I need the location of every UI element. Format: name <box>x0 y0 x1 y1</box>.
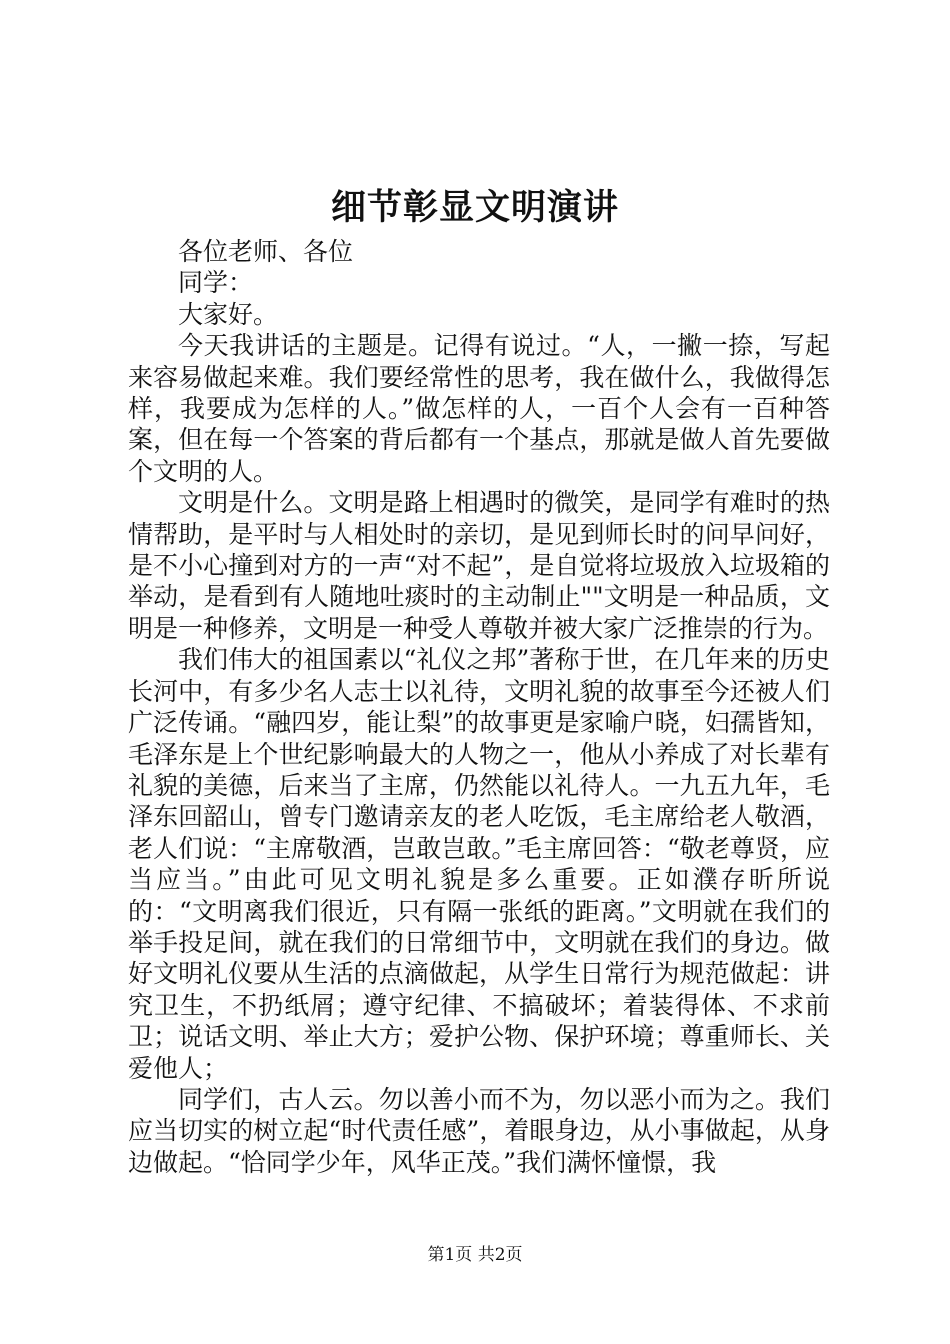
salutation-line-1: 各位老师、各位 <box>178 237 354 266</box>
paragraph: 同学们，古人云。勿以善小而不为，勿以恶小而为之。我们应当切实的树立起“时代责任感”，着眼身边，从小事做起，从身边做起。“恰同学少年，风华正茂。”我们满怀憧憬，我 <box>128 1084 830 1177</box>
document-title: 细节彰显文明演讲 <box>330 187 619 228</box>
paragraph: 文明是什么。文明是路上相遇时的微笑，是同学有难时的热情帮助，是平时与人相处时的亲切，是见到师长时的问早问好，是不小心撞到对方的一声“对不起”，是自觉将垃圾放入垃圾箱的举动，是看到有人随地吐痰时的主动制止""文明是一种品质，文明是一种修养，文明是一种受人尊敬并被大家广泛推崇的行为。 <box>128 488 830 643</box>
salutation-line-2: 同学： <box>178 268 254 298</box>
page-footer: 第1页 共2页 <box>427 1245 523 1265</box>
paragraph: 今天我讲话的主题是。记得有说过。“人，一撇一捺，写起来容易做起来难。我们要经常性的思考，我在做什么，我做得怎样，我要成为怎样的人。”做怎样的人，一百个人会有一百种答案，但在每一个答案的背后都有一个基点，那就是做人首先要做个文明的人。 <box>128 331 830 486</box>
greeting: 大家好。 <box>178 299 279 329</box>
document-body <box>128 236 830 1178</box>
paragraph: 我们伟大的祖国素以“礼仪之邦”著称于世，在几年来的历史长河中，有多少名人志士以礼待，文明礼貌的故事至今还被人们广泛传诵。“融四岁，能让梨”的故事更是家喻户晓，妇孺皆知，毛泽东是上个世纪影响最大的人物之一，他从小养成了对长辈有礼貌的美德，后来当了主席，仍然能以礼待人。一九五九年，毛泽东回韶山，曾专门邀请亲友的老人吃饭，毛主席给老人敬酒，老人们说：“主席敬酒，岂敢岂敢。”毛主席回答：“敬老尊贤，应当应当。”由此可见文明礼貌是多么重要。正如濮存昕所说的：“文明离我们很近，只有隔一张纸的距离。”文明就在我们的举手投足间，就在我们的日常细节中，文明就在我们的身边。做好文明礼仪要从生活的点滴做起，从学生日常行为规范做起：讲究卫生，不扔纸屑；遵守纪律、不搞破坏；着装得体、不求前卫；说话文明、举止大方；爱护公物、保护环境；尊重师长、关爱他人； <box>128 645 830 1083</box>
